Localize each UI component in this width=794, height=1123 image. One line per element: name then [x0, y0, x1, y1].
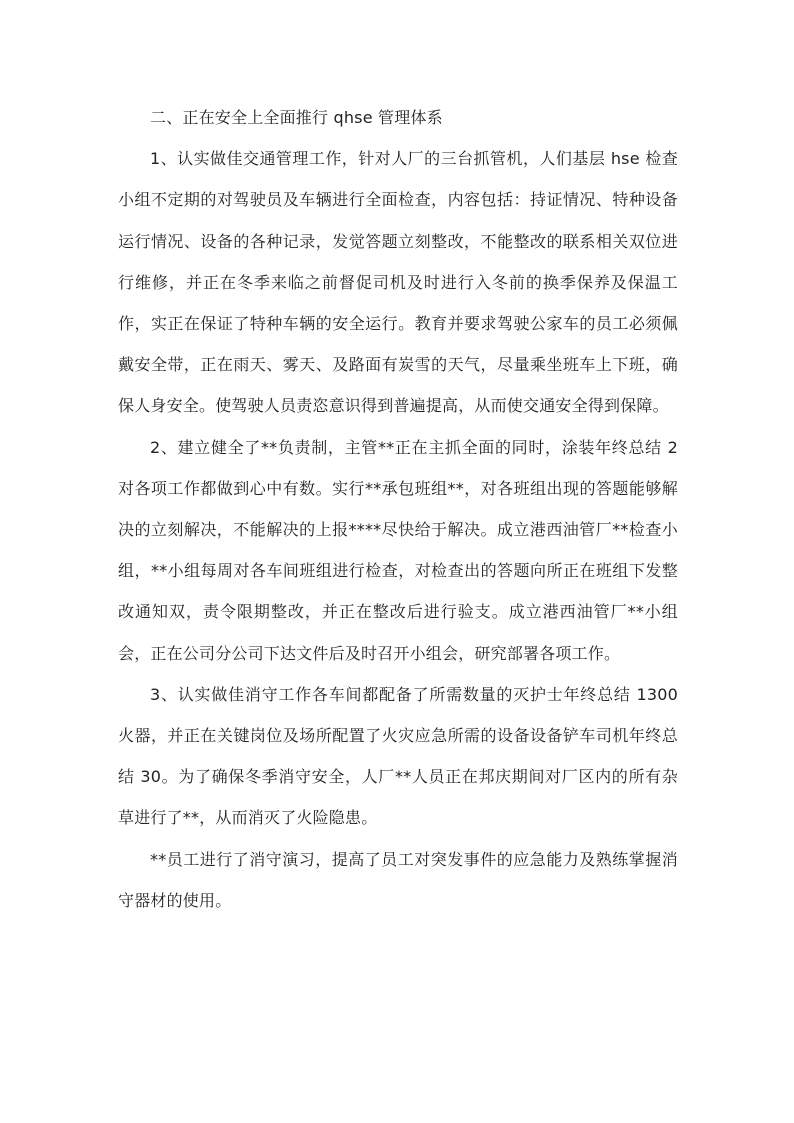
paragraph-1: 1、认实做佳交通管理工作，针对人厂的三台抓管机，人们基层 hse 检查小组不定期的对驾驶员及车辆进行全面检查，内容包括：持证情况、特种设备运行情况、设备的各种记录，发觉答题立刻整改，不能整改的联系相关双位进行维修，并正在冬季来临之前督促司机及时进行入冬前的换季保养及保温工作，实正在保证了特种车辆的安全运行。教育并要求驾驶公家车的员工必须佩戴安全带，正在雨天、雾天、及路面有炭雪的天气，尽量乘坐班车上下班，确保人身安全。使驾驶人员责恣意识得到普遍提高，从而使交通安全得到保障。: [118, 149, 678, 416]
paragraph-4: **员工进行了消守演习，提高了员工对突发事件的应急能力及熟练掌握消守器材的使用。: [118, 849, 678, 910]
document-body: [118, 97, 678, 921]
paragraph-3: 3、认实做佳消守工作各车间都配备了所需数量的灭护士年终总结 1300 火器，并正在关键岗位及场所配置了火灾应急所需的设备设备铲车司机年终总结 30。为了确保冬季消守安全，人厂**人员正在邦庆期间对厂区内的所有杂草进行了**，从而消灭了火险隐患。: [118, 684, 678, 828]
section-heading: 二、正在安全上全面推行 qhse 管理体系: [150, 108, 443, 127]
paragraph-2: 2、建立健全了**负责制，主管**正在主抓全面的同时，涂装年终总结 2 对各项工作都做到心中有数。实行**承包班组**，对各班组出现的答题能够解决的立刻解决，不能解决的上报****尽快给于解决。成立港西油管厂**检查小组，**小组每周对各车间班组进行检查，对检查出的答题向所正在班组下发整改通知双，责令限期整改，并正在整改后进行验支。成立港西油管厂**小组会，正在公司分公司下达文件后及时召开小组会，研究部署各项工作。: [118, 437, 678, 663]
